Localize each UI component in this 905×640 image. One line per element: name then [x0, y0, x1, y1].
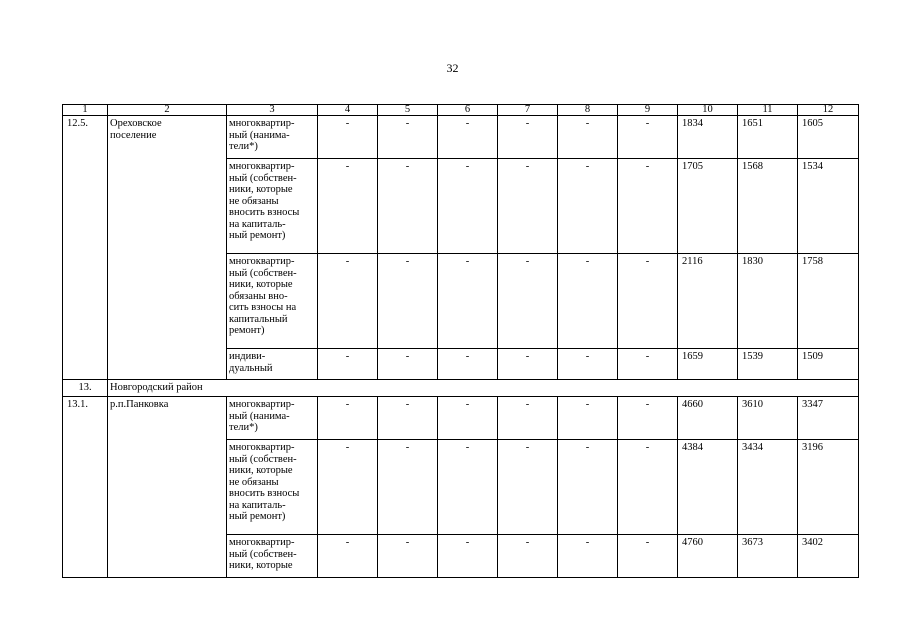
- page-number: 32: [446, 61, 459, 75]
- empty-cell: -: [618, 159, 678, 254]
- value-cell: 1568: [738, 159, 798, 254]
- column-header: 3: [227, 105, 318, 116]
- column-number-row: [63, 105, 859, 116]
- value-cell: 3673: [738, 535, 798, 578]
- value-cell: 2116: [678, 254, 738, 349]
- empty-cell: -: [618, 116, 678, 159]
- empty-cell: -: [378, 159, 438, 254]
- column-header: 5: [378, 105, 438, 116]
- empty-cell: -: [378, 254, 438, 349]
- value-cell: 3347: [798, 397, 859, 440]
- empty-cell: -: [318, 397, 378, 440]
- empty-cell: -: [618, 440, 678, 535]
- empty-cell: -: [498, 254, 558, 349]
- column-header: 2: [108, 105, 227, 116]
- empty-cell: -: [318, 535, 378, 578]
- empty-cell: -: [618, 349, 678, 380]
- value-cell: 4660: [678, 397, 738, 440]
- row-number: 13.1.: [63, 397, 108, 578]
- empty-cell: -: [438, 254, 498, 349]
- empty-cell: -: [498, 440, 558, 535]
- value-cell: 1758: [798, 254, 859, 349]
- column-header: 4: [318, 105, 378, 116]
- empty-cell: -: [558, 440, 618, 535]
- empty-cell: -: [558, 116, 618, 159]
- table-row: [63, 116, 859, 159]
- value-cell: 1605: [798, 116, 859, 159]
- value-cell: 1534: [798, 159, 859, 254]
- value-cell: 3196: [798, 440, 859, 535]
- empty-cell: -: [498, 535, 558, 578]
- empty-cell: -: [558, 535, 618, 578]
- value-cell: 1830: [738, 254, 798, 349]
- empty-cell: -: [438, 397, 498, 440]
- value-cell: 4384: [678, 440, 738, 535]
- table-row: [63, 397, 859, 440]
- column-header: 1: [63, 105, 108, 116]
- value-cell: 4760: [678, 535, 738, 578]
- housing-type: многоквартир- ный (нанима- тели*): [227, 116, 318, 159]
- empty-cell: -: [498, 159, 558, 254]
- value-cell: 3402: [798, 535, 859, 578]
- empty-cell: -: [558, 159, 618, 254]
- value-cell: 1651: [738, 116, 798, 159]
- empty-cell: -: [558, 254, 618, 349]
- empty-cell: -: [618, 254, 678, 349]
- settlement-name: Ореховское поселение: [108, 116, 227, 380]
- housing-type: многоквартир- ный (собствен- ники, которые не обязаны вносить взносы на капиталь- ный ремонт): [227, 159, 318, 254]
- empty-cell: -: [318, 116, 378, 159]
- empty-cell: -: [438, 535, 498, 578]
- column-header: 9: [618, 105, 678, 116]
- tariff-table: [62, 104, 859, 578]
- value-cell: 1659: [678, 349, 738, 380]
- value-cell: 1509: [798, 349, 859, 380]
- housing-type: многоквартир- ный (собствен- ники, которые обязаны вно- сить взносы на капитальный ремонт): [227, 254, 318, 349]
- empty-cell: -: [558, 397, 618, 440]
- empty-cell: -: [498, 397, 558, 440]
- row-number: 13.: [63, 380, 108, 397]
- empty-cell: -: [378, 440, 438, 535]
- empty-cell: -: [618, 397, 678, 440]
- district-row: [63, 380, 859, 397]
- empty-cell: -: [438, 116, 498, 159]
- column-header: 8: [558, 105, 618, 116]
- value-cell: 3434: [738, 440, 798, 535]
- empty-cell: -: [618, 535, 678, 578]
- empty-cell: -: [318, 159, 378, 254]
- empty-cell: -: [378, 349, 438, 380]
- housing-type: многоквартир- ный (нанима- тели*): [227, 397, 318, 440]
- housing-type: индиви- дуальный: [227, 349, 318, 380]
- settlement-name: р.п.Панковка: [108, 397, 227, 578]
- empty-cell: -: [498, 349, 558, 380]
- empty-cell: -: [318, 440, 378, 535]
- row-number: 12.5.: [63, 116, 108, 380]
- empty-cell: -: [378, 116, 438, 159]
- empty-cell: -: [558, 349, 618, 380]
- column-header: 12: [798, 105, 859, 116]
- empty-cell: -: [438, 440, 498, 535]
- empty-cell: -: [498, 116, 558, 159]
- housing-type: многоквартир- ный (собствен- ники, которые: [227, 535, 318, 578]
- empty-cell: -: [378, 397, 438, 440]
- column-header: 10: [678, 105, 738, 116]
- value-cell: 1705: [678, 159, 738, 254]
- district-name: Новгородский район: [108, 380, 859, 397]
- empty-cell: -: [438, 349, 498, 380]
- empty-cell: -: [438, 159, 498, 254]
- column-header: 6: [438, 105, 498, 116]
- value-cell: 1539: [738, 349, 798, 380]
- column-header: 11: [738, 105, 798, 116]
- value-cell: 3610: [738, 397, 798, 440]
- empty-cell: -: [378, 535, 438, 578]
- empty-cell: -: [318, 254, 378, 349]
- housing-type: многоквартир- ный (собствен- ники, которые не обязаны вносить взносы на капиталь- ный ремонт): [227, 440, 318, 535]
- column-header: 7: [498, 105, 558, 116]
- empty-cell: -: [318, 349, 378, 380]
- value-cell: 1834: [678, 116, 738, 159]
